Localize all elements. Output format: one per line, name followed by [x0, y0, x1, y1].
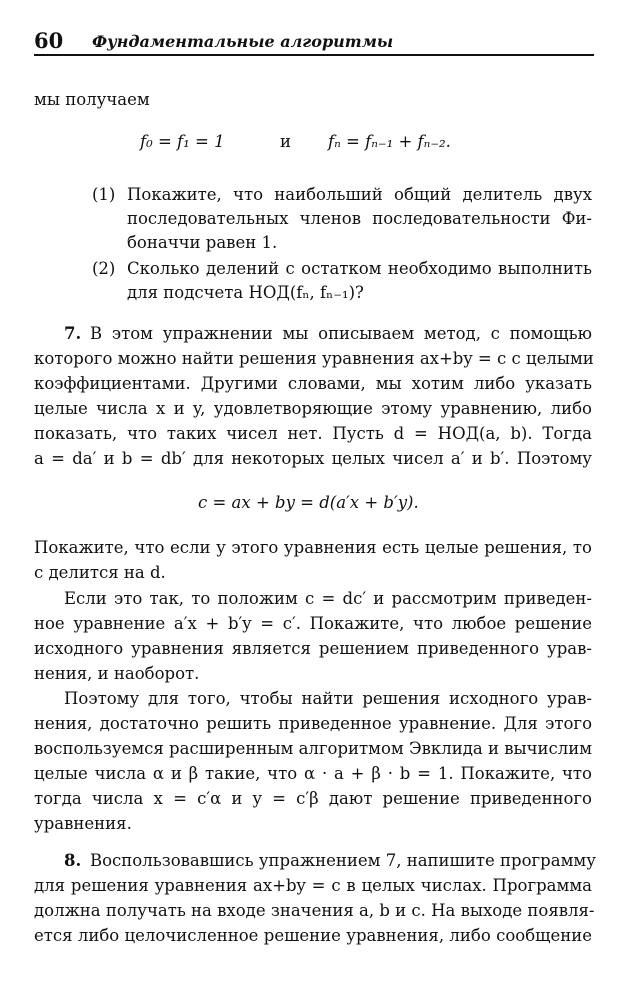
- fib-equation-right: fₙ = fₙ₋₁ + fₙ₋₂.: [328, 132, 451, 151]
- ex7-line: a = da′ и b = db′ для некоторых целых чисел a′ и b′. Поэтому: [34, 449, 592, 468]
- ex7-p4-line: тогда числа x = c′α и y = c′β дают решение приведенного: [34, 789, 592, 808]
- ex7-p4-line: уравнения.: [34, 814, 132, 833]
- fib-equation-left: f₀ = f₁ = 1: [140, 132, 225, 151]
- ex7-line: которого можно найти решения уравнения ax+by = c с целыми: [34, 349, 594, 368]
- ex8-line: Воспользовавшись упражнением 7, напишите программу: [90, 851, 596, 870]
- exercise-number: 7.: [64, 324, 82, 343]
- intro-text: мы получаем: [34, 90, 150, 109]
- ex7-equation: c = ax + by = d(a′x + b′y).: [198, 493, 419, 512]
- ex7-p4-line: нения, достаточно решить приведенное уравнение. Для этого: [34, 714, 592, 733]
- page-header: [34, 26, 594, 56]
- ex7-line: коэффициентами. Другими словами, мы хотим либо указать: [34, 374, 592, 393]
- item-label: (1): [92, 185, 116, 204]
- ex8-line: должна получать на входе значения a, b и c. На выходе появля-: [34, 901, 595, 920]
- ex7-p4-line: Поэтому для того, чтобы найти решения исходного урав-: [64, 689, 592, 708]
- item-line: последовательных членов последовательности Фи-: [127, 209, 592, 228]
- ex7-p4-line: целые числа α и β такие, что α · a + β · b = 1. Покажите, что: [34, 764, 592, 783]
- ex8-line: для решения уравнения ax+by = c в целых числах. Программа: [34, 876, 592, 895]
- page-number: 60: [34, 28, 64, 53]
- ex7-p3-line: ное уравнение a′x + b′y = c′. Покажите, что любое решение: [34, 614, 592, 633]
- ex7-p2-line: c делится на d.: [34, 563, 166, 582]
- ex7-p3-line: Если это так, то положим c = dc′ и рассмотрим приведен-: [64, 589, 592, 608]
- item-label: (2): [92, 259, 116, 278]
- item-line: для подсчета НОД(fₙ, fₙ₋₁)?: [127, 283, 364, 302]
- running-title: Фундаментальные алгоритмы: [92, 32, 394, 51]
- ex7-p4-line: воспользуемся расширенным алгоритмом Эвклида и вычислим: [34, 739, 593, 758]
- ex8-line: ется либо целочисленное решение уравнения, либо сообщение: [34, 926, 592, 945]
- ex7-line: целые числа x и y, удовлетворяющие этому уравнению, либо: [34, 399, 592, 418]
- item-line: Сколько делений с остатком необходимо выполнить: [127, 259, 592, 278]
- item-line: боначчи равен 1.: [127, 233, 278, 252]
- ex7-line: показать, что таких чисел нет. Пусть d = НОД(a, b). Тогда: [34, 424, 592, 443]
- ex7-line: В этом упражнении мы описываем метод, с помощью: [90, 324, 592, 343]
- ex7-p3-line: нения, и наоборот.: [34, 664, 200, 683]
- exercise-number: 8.: [64, 851, 82, 870]
- ex7-p3-line: исходного уравнения является решением приведенного урав-: [34, 639, 592, 658]
- fib-equation-conj: и: [280, 132, 291, 151]
- item-line: Покажите, что наибольший общий делитель двух: [127, 185, 592, 204]
- ex7-p2-line: Покажите, что если у этого уравнения есть целые решения, то: [34, 538, 592, 557]
